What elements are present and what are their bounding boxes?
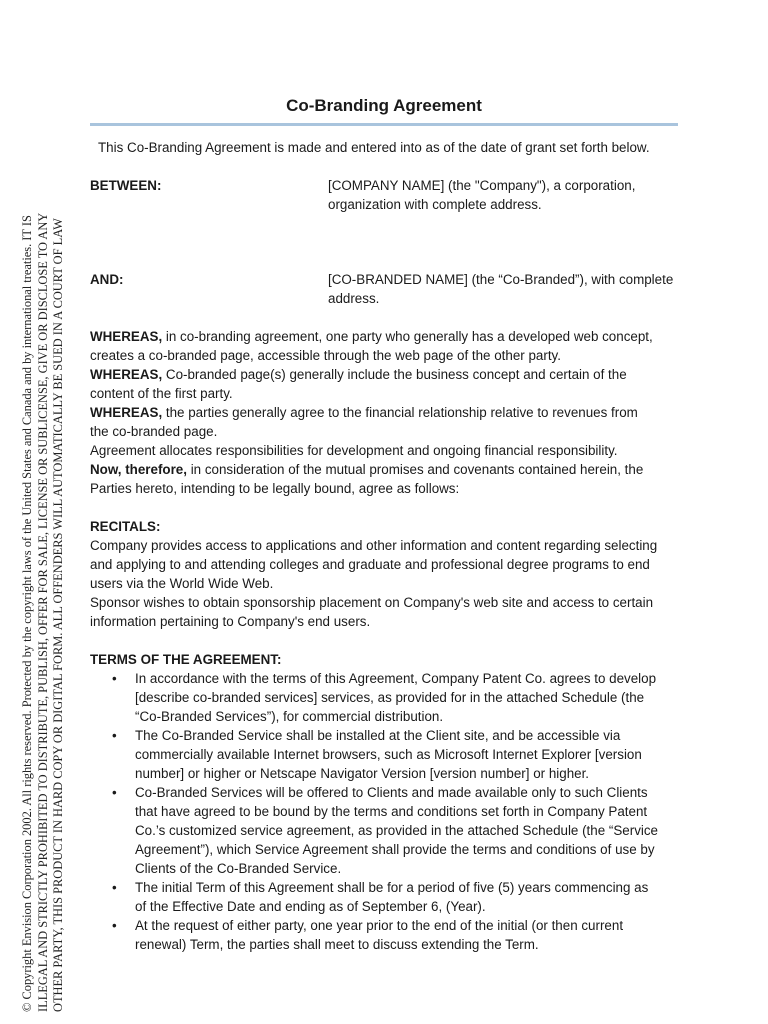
terms-line: number] or higher or Netscape Navigator Version [version number] or higher. [135, 766, 590, 781]
recitals-line: Company provides access to applications and other information and content regarding selecting [90, 538, 658, 553]
and-party: [CO-BRANDED NAME] (the “Co-Branded”), with complete address. [328, 272, 674, 306]
recitals-text [90, 536, 690, 631]
terms-line: Co.’s customized service agreement, as provided in the attached Schedule (the “Service [135, 823, 659, 838]
between-label: BETWEEN: [90, 178, 162, 193]
terms-list-item [90, 916, 690, 954]
clause-keyword: Now, therefore, [90, 462, 187, 477]
whereas-clause-line: Parties hereto, intending to be legally bound, agree as follows: [90, 481, 460, 496]
recitals-heading: RECITALS: [90, 519, 161, 534]
bullet-icon: • [112, 728, 117, 743]
document-title: Co-Branding Agreement [286, 96, 482, 115]
bullet-icon: • [112, 671, 117, 686]
title-divider [90, 123, 678, 126]
clause-keyword: WHEREAS, [90, 367, 163, 382]
terms-line: The initial Term of this Agreement shall be for a period of five (5) years commencing as [135, 880, 649, 895]
terms-line: [describe co-branded services] services, as provided for in the attached Schedule (the [135, 690, 645, 705]
terms-list-item [90, 878, 690, 916]
terms-list [90, 669, 690, 954]
copyright-sidebar [0, 0, 82, 1024]
whereas-clauses [90, 327, 690, 498]
recitals-line: users via the World Wide Web. [90, 576, 274, 591]
bullet-icon: • [112, 918, 117, 933]
terms-line: Clients of the Co-Branded Service. [135, 861, 342, 876]
terms-line: commercially available Internet browsers, such as Microsoft Internet Explorer [version [135, 747, 642, 762]
and-label: AND: [90, 272, 124, 287]
intro-paragraph: This Co-Branding Agreement is made and entered into as of the date of grant set forth below. [98, 140, 650, 155]
terms-heading: TERMS OF THE AGREEMENT: [90, 652, 282, 667]
terms-line: The Co-Branded Service shall be installed at the Client site, and be accessible via [135, 728, 621, 743]
whereas-clause-line: WHEREAS, in co-branding agreement, one party who generally has a developed web concept, [90, 329, 653, 344]
bullet-icon: • [112, 880, 117, 895]
bullet-icon: • [112, 785, 117, 800]
copyright-line-3: OTHER PARTY, THIS PRODUCT IN HARD COPY OR DIGITAL FORM. ALL OFFENDERS WILL AUTOMATICALLY BE SUED IN A COURT OF LAW [51, 218, 66, 1012]
recitals-line: Sponsor wishes to obtain sponsorship placement on Company's web site and access to certain [90, 595, 654, 610]
agreement-body [90, 327, 690, 954]
whereas-clause-line: WHEREAS, the parties generally agree to the financial relationship relative to revenues from [90, 405, 638, 420]
copyright-line-1: © Copyright Envision Corporation 2002. All rights reserved. Protected by the copyright laws of the United States and Canada and by international treaties. IT IS [20, 215, 34, 1012]
terms-line: Co-Branded Services will be offered to Clients and made available only to such Clients [135, 785, 648, 800]
copyright-line-2: ILLEGAL AND STRICTLY PROHIBITED TO DISTRIBUTE, PUBLISH, OFFER FOR SALE, LICENSE OR SUBLICENSE, GIVE OR DISCLOSE TO ANY [35, 212, 50, 1012]
whereas-clause-line: WHEREAS, Co-branded page(s) generally include the business concept and certain of the [90, 367, 627, 382]
terms-line: that have agreed to be bound by the terms and conditions set forth in Company Patent [135, 804, 648, 819]
terms-line: renewal) Term, the parties shall meet to discuss extending the Term. [135, 937, 539, 952]
copyright-notice [20, 8, 67, 1012]
terms-line: At the request of either party, one year prior to the end of the initial (or then current [135, 918, 624, 933]
between-party: [COMPANY NAME] (the "Company"), a corporation, organization with complete address. [328, 178, 636, 212]
terms-list-item [90, 669, 690, 726]
whereas-clause-line: creates a co-branded page, accessible through the web page of the other party. [90, 348, 561, 363]
clause-keyword: WHEREAS, [90, 405, 163, 420]
terms-list-item [90, 726, 690, 783]
recitals-line: information pertaining to Company's end users. [90, 614, 371, 629]
whereas-clause-line: content of the first party. [90, 386, 233, 401]
terms-list-item [90, 783, 690, 878]
whereas-clause-line: the co-branded page. [90, 424, 218, 439]
terms-line: of the Effective Date and ending as of September 6, (Year). [135, 899, 486, 914]
recitals-line: and applying to and attending colleges and graduate and professional degree programs to end [90, 557, 650, 572]
clause-keyword: WHEREAS, [90, 329, 163, 344]
whereas-clause-line: Now, therefore, in consideration of the mutual promises and covenants contained herein, the [90, 462, 644, 477]
terms-line: Agreement”), which Service Agreement shall provide the terms and conditions of use by [135, 842, 655, 857]
terms-line: “Co-Branded Services”), for commercial distribution. [135, 709, 444, 724]
whereas-clause-line: Agreement allocates responsibilities for development and ongoing financial responsibility. [90, 443, 618, 458]
terms-line: In accordance with the terms of this Agreement, Company Patent Co. agrees to develop [135, 671, 657, 686]
